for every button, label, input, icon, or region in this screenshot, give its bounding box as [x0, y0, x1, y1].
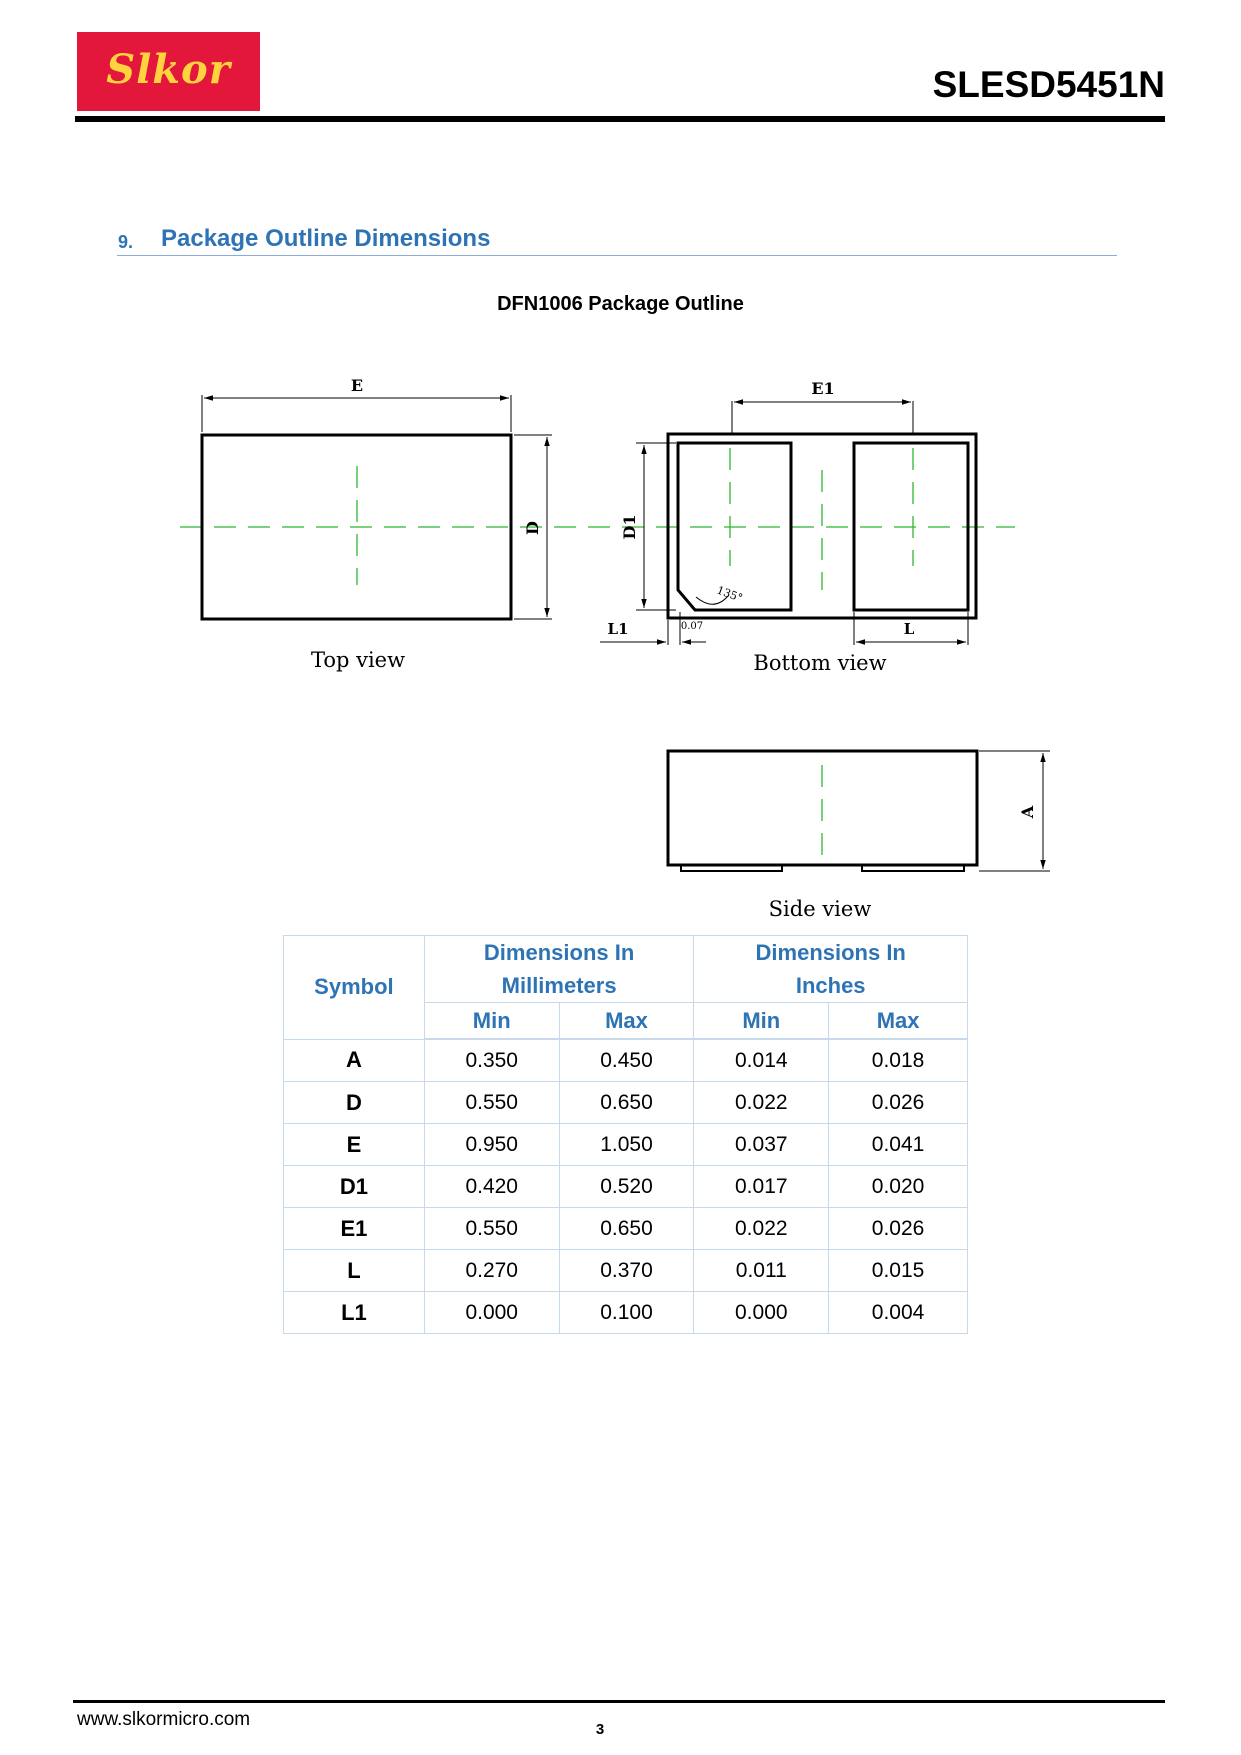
- section-number: 9.: [118, 232, 134, 252]
- in-min-cell: 0.022: [694, 1208, 829, 1250]
- in-max-cell: 0.018: [829, 1039, 968, 1082]
- gap-label: 0.07: [680, 621, 704, 632]
- mm-min-cell: 0.420: [424, 1166, 559, 1208]
- mm-min-cell: 0.000: [424, 1292, 559, 1334]
- dimensions-table: [283, 935, 968, 1334]
- in-min-cell: 0.011: [694, 1250, 829, 1292]
- mm-max-cell: 0.450: [559, 1039, 694, 1082]
- figure-title: DFN1006 Package Outline: [497, 293, 744, 315]
- mm-max-header: Max: [559, 1003, 694, 1040]
- mm-min-cell: 0.550: [424, 1208, 559, 1250]
- in-min-cell: 0.022: [694, 1082, 829, 1124]
- symbol-header: Symbol: [284, 936, 425, 1040]
- in-min-header: Min: [694, 1003, 829, 1040]
- dim-label-a: A: [1018, 805, 1037, 819]
- header-divider: [75, 116, 1165, 122]
- dim-label-l: L: [903, 620, 915, 638]
- in-min-cell: 0.014: [694, 1039, 829, 1082]
- logo-text: Slkor: [106, 46, 231, 93]
- table-row: [284, 1166, 968, 1208]
- dim-label-d1: D1: [620, 514, 639, 540]
- top-view: [202, 376, 552, 672]
- part-number-title: SLESD5451N: [932, 64, 1165, 105]
- in-header-line1: Dimensions In: [755, 940, 906, 965]
- centerlines: [180, 448, 1015, 858]
- mm-header-line1: Dimensions In: [483, 940, 635, 965]
- mm-header: [424, 936, 694, 1003]
- in-max-cell: 0.026: [829, 1082, 968, 1124]
- table-row: [284, 1250, 968, 1292]
- in-max-cell: 0.026: [829, 1208, 968, 1250]
- company-logo: [77, 32, 260, 111]
- in-max-cell: 0.015: [829, 1250, 968, 1292]
- package-outline-drawing: [0, 360, 1241, 930]
- side-view-caption: Side view: [768, 897, 872, 921]
- symbol-cell: L1: [284, 1292, 425, 1334]
- dim-label-e1: E1: [811, 379, 835, 398]
- mm-max-cell: 0.650: [559, 1208, 694, 1250]
- mm-max-cell: 0.520: [559, 1166, 694, 1208]
- angle-label: 135°: [714, 583, 745, 605]
- in-min-cell: 0.017: [694, 1166, 829, 1208]
- in-header: [694, 936, 968, 1003]
- mm-min-cell: 0.950: [424, 1124, 559, 1166]
- dim-label-l1: L1: [607, 620, 629, 638]
- in-min-cell: 0.000: [694, 1292, 829, 1334]
- table-row: [284, 1208, 968, 1250]
- symbol-cell: D1: [284, 1166, 425, 1208]
- in-max-header: Max: [829, 1003, 968, 1040]
- in-min-cell: 0.037: [694, 1124, 829, 1166]
- symbol-cell: L: [284, 1250, 425, 1292]
- symbol-cell: A: [284, 1039, 425, 1082]
- mm-min-cell: 0.270: [424, 1250, 559, 1292]
- symbol-cell: D: [284, 1082, 425, 1124]
- mm-header-line2: Millimeters: [501, 973, 617, 998]
- mm-max-cell: 0.370: [559, 1250, 694, 1292]
- section-underline: [117, 255, 1117, 256]
- symbol-cell: E1: [284, 1208, 425, 1250]
- mm-min-cell: 0.550: [424, 1082, 559, 1124]
- page-number: 3: [595, 1721, 605, 1738]
- mm-max-cell: 1.050: [559, 1124, 694, 1166]
- in-max-cell: 0.041: [829, 1124, 968, 1166]
- footer-website: www.slkormicro.com: [77, 1709, 251, 1730]
- in-max-cell: 0.020: [829, 1166, 968, 1208]
- side-view: [668, 751, 1050, 921]
- bottom-view-caption: Bottom view: [753, 651, 887, 675]
- table-row: [284, 1039, 968, 1082]
- mm-min-cell: 0.350: [424, 1039, 559, 1082]
- in-max-cell: 0.004: [829, 1292, 968, 1334]
- mm-max-cell: 0.100: [559, 1292, 694, 1334]
- in-header-line2: Inches: [795, 973, 866, 998]
- footer-divider: [73, 1700, 1165, 1703]
- mm-max-cell: 0.650: [559, 1082, 694, 1124]
- table-row: [284, 1124, 968, 1166]
- table-row: [284, 1082, 968, 1124]
- dim-label-d: D: [523, 521, 542, 535]
- section-title: Package Outline Dimensions: [161, 225, 491, 252]
- symbol-cell: E: [284, 1124, 425, 1166]
- table-row: [284, 1292, 968, 1334]
- top-view-caption: Top view: [310, 648, 406, 672]
- mm-min-header: Min: [424, 1003, 559, 1040]
- dim-label-e: E: [350, 376, 364, 395]
